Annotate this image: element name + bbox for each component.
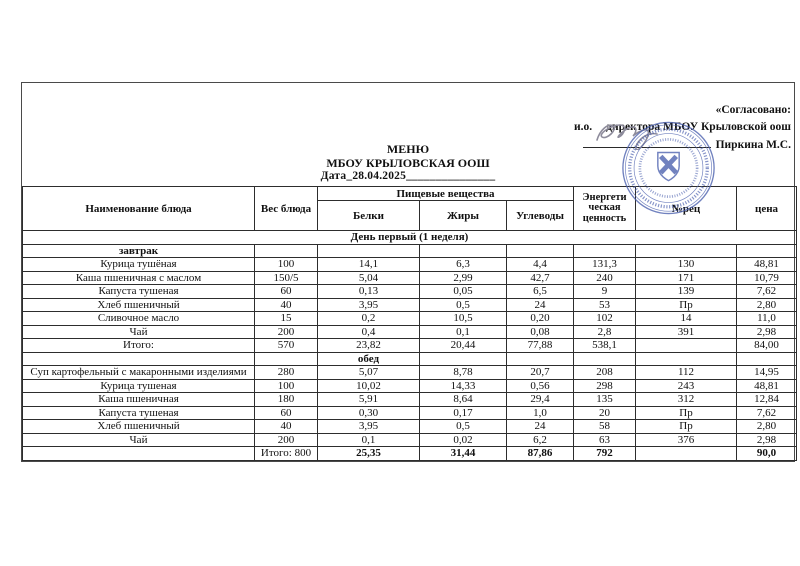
fat-cell: 0,1 [420,325,507,339]
title-block [22,143,794,184]
weight-cell: 60 [255,406,318,420]
recipe-cell: 376 [636,433,737,447]
empty-cell [420,244,507,258]
price-cell: 12,84 [737,393,797,407]
price-cell: 48,81 [737,379,797,393]
recipe-cell: 171 [636,271,737,285]
empty-cell [737,352,797,366]
recipe-cell: 112 [636,366,737,380]
empty-cell [255,244,318,258]
dish-row [23,420,797,434]
price-cell: 48,81 [737,258,797,272]
carbs-cell: 6,5 [507,285,574,299]
dish-row [23,325,797,339]
fat-cell: 0,05 [420,285,507,299]
protein-cell: 25,35 [318,447,420,461]
carbs-cell: 1,0 [507,406,574,420]
dish-row [23,406,797,420]
recipe-cell: Пр [636,298,737,312]
col-header-weight: Вес блюда [255,187,318,231]
empty-cell [420,352,507,366]
dish-row [23,433,797,447]
fat-cell: 0,17 [420,406,507,420]
energy-cell: 102 [574,312,636,326]
weight-cell: 40 [255,420,318,434]
price-cell: 84,00 [737,339,797,353]
col-header-price: цена [737,187,797,231]
dish-name-cell: Хлеб пшеничный [23,298,255,312]
dish-row [23,258,797,272]
protein-cell: 14,1 [318,258,420,272]
empty-cell [507,352,574,366]
price-cell: 2,98 [737,433,797,447]
dish-name-cell: Чай [23,433,255,447]
carbs-cell: 0,08 [507,325,574,339]
price-cell: 2,80 [737,298,797,312]
fat-cell: 0,5 [420,420,507,434]
protein-cell: 0,30 [318,406,420,420]
protein-cell: 5,04 [318,271,420,285]
lunch-section-row [23,352,797,366]
fat-cell: 8,78 [420,366,507,380]
protein-cell: 0,1 [318,433,420,447]
dish-row [23,379,797,393]
price-cell: 2,98 [737,325,797,339]
carbs-cell: 87,86 [507,447,574,461]
protein-cell: 5,07 [318,366,420,380]
price-cell: 7,62 [737,406,797,420]
menu-title: МЕНЮ [386,142,430,156]
energy-cell: 2,8 [574,325,636,339]
breakfast-section-label: завтрак [23,244,255,258]
signer-name: Пиркина М.С. [715,139,791,151]
recipe-cell [636,339,737,353]
carbs-cell: 24 [507,298,574,312]
protein-cell: 0,2 [318,312,420,326]
approval-position-prefix: и.о. [574,120,593,133]
document-frame [21,82,795,462]
col-header-dish-name: Наименование блюда [23,187,255,231]
price-cell: 2,80 [737,420,797,434]
col-header-recipe-number: №рец [636,187,737,231]
carbs-cell: 20,7 [507,366,574,380]
total-label-cell: Итого: 800 [255,447,318,461]
carbs-cell: 0,20 [507,312,574,326]
menu-table [22,186,797,461]
dish-row [23,393,797,407]
empty-cell [574,244,636,258]
dish-name-cell: Хлеб пшеничный [23,420,255,434]
total-label-cell: Итого: [23,339,255,353]
fat-cell: 0,02 [420,433,507,447]
protein-cell: 0,4 [318,325,420,339]
breakfast-section-row [23,244,797,258]
breakfast-total-row [23,339,797,353]
day-section-label: День первый (1 неделя) [23,231,797,245]
empty-cell [737,244,797,258]
protein-cell: 0,13 [318,285,420,299]
price-cell: 90,0 [737,447,797,461]
weight-cell: 100 [255,379,318,393]
energy-cell: 538,1 [574,339,636,353]
recipe-cell: 391 [636,325,737,339]
energy-cell: 63 [574,433,636,447]
dish-name-cell: Каша пшеничная [23,393,255,407]
weight-cell: 200 [255,433,318,447]
energy-cell: 53 [574,298,636,312]
carbs-cell: 0,56 [507,379,574,393]
table-header-row-1 [23,187,797,201]
empty-cell [636,244,737,258]
weight-cell: 570 [255,339,318,353]
price-cell: 10,79 [737,271,797,285]
document-header [22,83,794,186]
recipe-cell: Пр [636,406,737,420]
dish-row [23,366,797,380]
carbs-cell: 6,2 [507,433,574,447]
weight-cell: 60 [255,285,318,299]
weight-cell: 280 [255,366,318,380]
empty-cell [507,244,574,258]
approval-position-text: директора МБОУ Крыловской оош [606,120,791,133]
recipe-cell: 312 [636,393,737,407]
energy-cell: 9 [574,285,636,299]
energy-cell: 131,3 [574,258,636,272]
empty-cell [23,352,255,366]
fat-cell: 0,5 [420,298,507,312]
approval-agreed-line: «Согласовано: [715,104,791,116]
fat-cell: 14,33 [420,379,507,393]
weight-cell: 180 [255,393,318,407]
protein-cell: 5,91 [318,393,420,407]
recipe-cell: 14 [636,312,737,326]
fat-cell: 8,64 [420,393,507,407]
carbs-cell: 24 [507,420,574,434]
weight-cell: 15 [255,312,318,326]
dish-row [23,285,797,299]
fat-cell: 6,3 [420,258,507,272]
carbs-cell: 77,88 [507,339,574,353]
weight-cell: 100 [255,258,318,272]
dish-row [23,298,797,312]
recipe-cell: Пр [636,420,737,434]
energy-cell: 208 [574,366,636,380]
day-section-row [23,231,797,245]
energy-cell: 20 [574,406,636,420]
protein-cell: 3,95 [318,298,420,312]
date-line: Дата_28.04.2025_______________ [320,170,496,182]
dish-row [23,312,797,326]
recipe-cell: 243 [636,379,737,393]
recipe-cell: 130 [636,258,737,272]
lunch-total-row [23,447,797,461]
protein-cell: 3,95 [318,420,420,434]
energy-cell: 240 [574,271,636,285]
dish-name-cell: Суп картофельный с макаронными изделиями [23,366,255,380]
recipe-cell: 139 [636,285,737,299]
col-header-carbs: Углеводы [507,201,574,231]
dish-name-cell: Капуста тушеная [23,285,255,299]
fat-cell: 2,99 [420,271,507,285]
dish-name-cell: Курица тушеная [23,379,255,393]
energy-cell: 58 [574,420,636,434]
col-header-nutrients: Пищевые вещества [318,187,574,201]
carbs-cell: 42,7 [507,271,574,285]
carbs-cell: 4,4 [507,258,574,272]
empty-cell [574,352,636,366]
energy-cell: 792 [574,447,636,461]
price-cell: 7,62 [737,285,797,299]
lunch-section-label: обед [318,352,420,366]
col-header-energy: Энергети ческая ценность [574,187,636,231]
empty-cell [636,352,737,366]
empty-cell [23,447,255,461]
recipe-cell [636,447,737,461]
school-title: МБОУ КРЫЛОВСКАЯ ООШ [326,155,490,170]
empty-cell [318,244,420,258]
protein-cell: 10,02 [318,379,420,393]
carbs-cell: 29,4 [507,393,574,407]
fat-cell: 20,44 [420,339,507,353]
fat-cell: 31,44 [420,447,507,461]
dish-name-cell: Сливочное масло [23,312,255,326]
price-cell: 14,95 [737,366,797,380]
fat-cell: 10,5 [420,312,507,326]
dish-name-cell: Каша пшеничная с маслом [23,271,255,285]
dish-name-cell: Чай [23,325,255,339]
protein-cell: 23,82 [318,339,420,353]
dish-row [23,271,797,285]
col-header-protein: Белки [318,201,420,231]
weight-cell: 200 [255,325,318,339]
dish-name-cell: Курица тушёная [23,258,255,272]
weight-cell: 40 [255,298,318,312]
col-header-fat: Жиры [420,201,507,231]
weight-cell: 150/5 [255,271,318,285]
price-cell: 11,0 [737,312,797,326]
dish-name-cell: Капуста тушеная [23,406,255,420]
energy-cell: 298 [574,379,636,393]
empty-cell [255,352,318,366]
energy-cell: 135 [574,393,636,407]
